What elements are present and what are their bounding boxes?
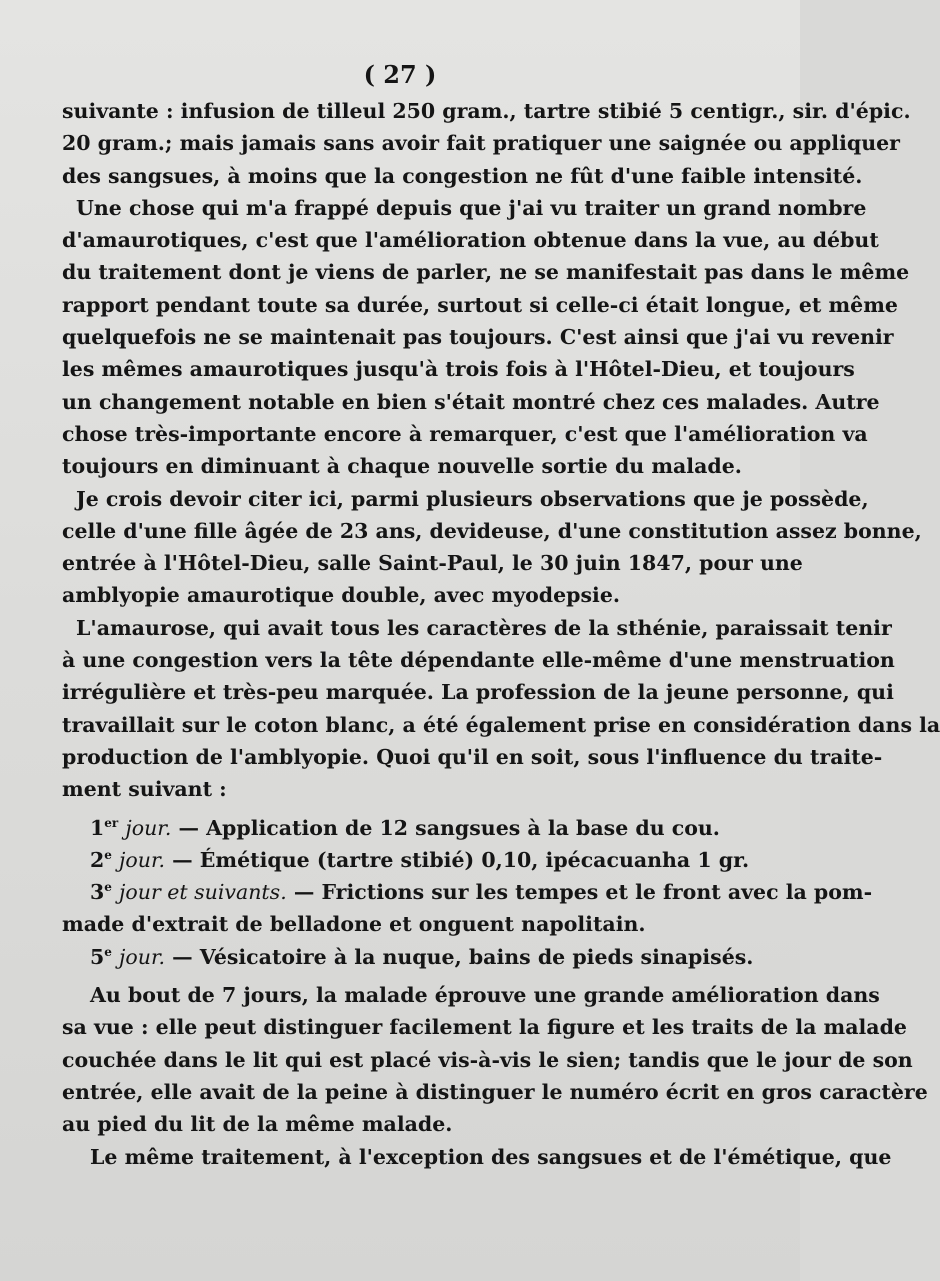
text-line: chose très-importante encore à remarquer, c'est que l'amélioration va bbox=[62, 421, 868, 446]
text-line: toujours en diminuant à chaque nouvelle sortie du malade. bbox=[62, 454, 742, 479]
text-line: d'amaurotiques, c'est que l'amélioration obtenue dans la vue, au début bbox=[62, 228, 879, 253]
day-entry: 3e jour et suivants. — Frictions sur les tempes et le front avec la pom- bbox=[90, 880, 873, 905]
text-line: amblyopie amaurotique double, avec myodepsie. bbox=[62, 583, 620, 608]
text-line: à une congestion vers la tête dépendante elle-même d'une menstruation bbox=[62, 648, 895, 673]
day-entry: 2e jour. — Émétique (tartre stibié) 0,10, ipécacuanha 1 gr. bbox=[90, 847, 750, 872]
text-line: couchée dans le lit qui est placé vis-à-vis le sien; tandis que le jour de son bbox=[62, 1047, 913, 1072]
text-line: suivante : infusion de tilleul 250 gram., tartre stibié 5 centigr., sir. d'épic. bbox=[62, 99, 911, 123]
body-text bbox=[62, 95, 940, 1173]
text-line: des sangsues, à moins que la congestion ne fût d'une faible intensité. bbox=[62, 163, 863, 188]
text-line: made d'extrait de belladone et onguent napolitain. bbox=[62, 912, 646, 937]
text-line: production de l'amblyopie. Quoi qu'il en soit, sous l'influence du traite- bbox=[62, 744, 883, 769]
text-line: travaillait sur le coton blanc, a été également prise en considération dans la bbox=[62, 712, 940, 737]
page-number: ( 27 ) bbox=[363, 60, 437, 89]
text-line: Une chose qui m'a frappé depuis que j'ai vu traiter un grand nombre bbox=[76, 195, 867, 220]
text-line: sa vue : elle peut distinguer facilement la figure et les traits de la malade bbox=[62, 1015, 907, 1040]
text-line: quelquefois ne se maintenait pas toujours. C'est ainsi que j'ai vu revenir bbox=[62, 325, 894, 350]
text-line: du traitement dont je viens de parler, ne se manifestait pas dans le même bbox=[62, 260, 910, 285]
text-line: rapport pendant toute sa durée, surtout si celle-ci était longue, et même bbox=[62, 292, 898, 317]
text-line: 20 gram.; mais jamais sans avoir fait pratiquer une saignée ou appliquer bbox=[62, 131, 900, 156]
text-line: L'amaurose, qui avait tous les caractères de la sthénie, paraissait tenir bbox=[76, 615, 892, 640]
text-line: au pied du lit de la même malade. bbox=[62, 1112, 453, 1137]
text-line: Au bout de 7 jours, la malade éprouve une grande amélioration dans bbox=[90, 983, 880, 1008]
text-line: les mêmes amaurotiques jusqu'à trois fois à l'Hôtel-Dieu, et toujours bbox=[62, 357, 855, 382]
text-line: entrée à l'Hôtel-Dieu, salle Saint-Paul, le 30 juin 1847, pour une bbox=[62, 551, 803, 576]
day-entry: 1er jour. — Application de 12 sangsues à la base du cou. bbox=[90, 815, 720, 840]
text-line: Le même traitement, à l'exception des sangsues et de l'émétique, que bbox=[90, 1144, 892, 1169]
text-line: entrée, elle avait de la peine à distinguer le numéro écrit en gros caractère bbox=[62, 1079, 928, 1104]
text-line: celle d'une fille âgée de 23 ans, devideuse, d'une constitution assez bonne, bbox=[62, 518, 922, 543]
text-line: irrégulière et très-peu marquée. La profession de la jeune personne, qui bbox=[62, 680, 894, 705]
text-line: ment suivant : bbox=[62, 777, 227, 802]
text-line: un changement notable en bien s'était montré chez ces malades. Autre bbox=[62, 389, 880, 414]
day-entry: 5e jour. — Vésicatoire à la nuque, bains de pieds sinapisés. bbox=[90, 944, 754, 969]
text-line: Je crois devoir citer ici, parmi plusieurs observations que je possède, bbox=[76, 486, 869, 511]
